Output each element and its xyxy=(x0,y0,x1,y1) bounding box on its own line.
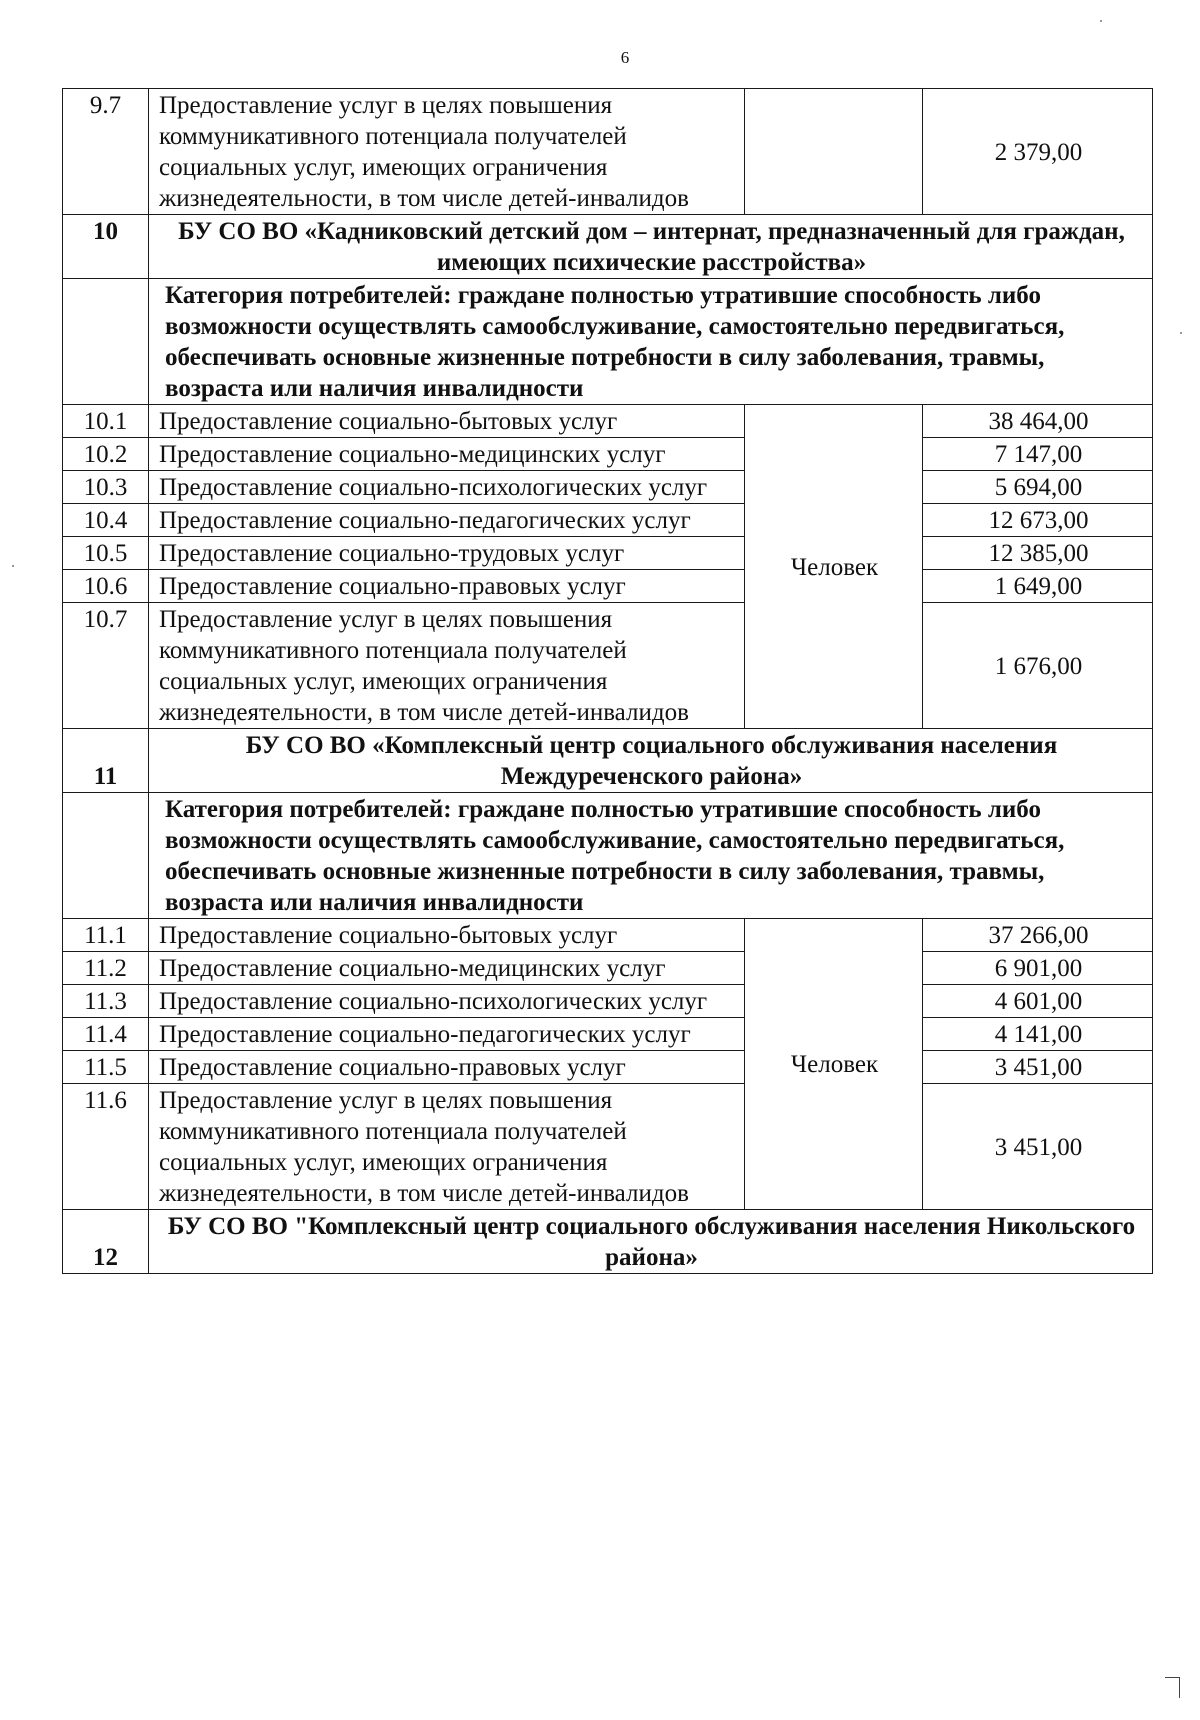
service-name: Предоставление социально-бытовых услуг xyxy=(149,919,745,952)
category-row xyxy=(63,279,1153,405)
table-row xyxy=(63,537,1153,570)
service-name: Предоставление услуг в целях повышения коммуникативного потенциала получателей социальных услуг, имеющих ограничения жизнедеятельности, в том числе детей-инвалидов xyxy=(149,603,745,729)
organization-name: БУ СО ВО "Комплексный центр социального обслуживания населения Никольского района» xyxy=(149,1210,1153,1274)
service-value: 1 649,00 xyxy=(923,570,1153,603)
service-name: Предоставление социально-бытовых услуг xyxy=(149,405,745,438)
row-number: 10.5 xyxy=(63,537,149,570)
unit-cell xyxy=(745,89,923,215)
service-value: 3 451,00 xyxy=(923,1051,1153,1084)
service-value: 1 676,00 xyxy=(923,603,1153,729)
service-name: Предоставление услуг в целях повышения коммуникативного потенциала получателей социальных услуг, имеющих ограничения жизнедеятельности, в том числе детей-инвалидов xyxy=(149,89,745,215)
row-number: 11.1 xyxy=(63,919,149,952)
service-value: 5 694,00 xyxy=(923,471,1153,504)
service-value: 4 141,00 xyxy=(923,1018,1153,1051)
service-value: 6 901,00 xyxy=(923,952,1153,985)
service-name: Предоставление социально-психологических услуг xyxy=(149,471,745,504)
service-value: 3 451,00 xyxy=(923,1084,1153,1210)
row-number: 11.6 xyxy=(63,1084,149,1210)
page-number: 6 xyxy=(620,48,630,67)
service-name: Предоставление социально-правовых услуг xyxy=(149,570,745,603)
organization-name: БУ СО ВО «Кадниковский детский дом – интернат, предназначенный для граждан, имеющих психические расстройства» xyxy=(149,215,1153,279)
organization-row xyxy=(63,1210,1153,1274)
scan-speck xyxy=(1100,20,1102,22)
table-row xyxy=(63,919,1153,952)
service-value: 37 266,00 xyxy=(923,919,1153,952)
service-name: Предоставление социально-медицинских услуг xyxy=(149,952,745,985)
consumer-category: Категория потребителей: граждане полностью утратившие способность либо возможности осуществлять самообслуживание, самостоятельно передвигаться, обеспечивать основные жизненные потребности в силу заболевания, травмы, возраста или наличия инвалидности xyxy=(149,793,1153,919)
service-name: Предоставление услуг в целях повышения коммуникативного потенциала получателей социальных услуг, имеющих ограничения жизнедеятельности, в том числе детей-инвалидов xyxy=(149,1084,745,1210)
service-name: Предоставление социально-правовых услуг xyxy=(149,1051,745,1084)
section-number: 10 xyxy=(63,215,149,279)
service-value: 4 601,00 xyxy=(923,985,1153,1018)
table-row xyxy=(63,1084,1153,1210)
organization-row xyxy=(63,729,1153,793)
table-row xyxy=(63,471,1153,504)
row-number: 11.4 xyxy=(63,1018,149,1051)
service-value: 38 464,00 xyxy=(923,405,1153,438)
table-row xyxy=(63,405,1153,438)
section-number: 11 xyxy=(63,729,149,793)
service-name: Предоставление социально-трудовых услуг xyxy=(149,537,745,570)
section-number: 12 xyxy=(63,1210,149,1274)
row-number: 11.2 xyxy=(63,952,149,985)
table-row xyxy=(63,438,1153,471)
table-row xyxy=(63,89,1153,215)
services-table xyxy=(62,88,1153,1274)
row-number: 10.1 xyxy=(63,405,149,438)
category-row xyxy=(63,793,1153,919)
row-number: 11.5 xyxy=(63,1051,149,1084)
row-number: 10.6 xyxy=(63,570,149,603)
table-row xyxy=(63,603,1153,729)
table-row xyxy=(63,952,1153,985)
service-value: 7 147,00 xyxy=(923,438,1153,471)
scan-speck xyxy=(1180,332,1182,334)
row-number: 10.3 xyxy=(63,471,149,504)
row-number: 10.2 xyxy=(63,438,149,471)
service-name: Предоставление социально-педагогических услуг xyxy=(149,504,745,537)
row-number: 10.4 xyxy=(63,504,149,537)
consumer-category: Категория потребителей: граждане полностью утратившие способность либо возможности осуществлять самообслуживание, самостоятельно передвигаться, обеспечивать основные жизненные потребности в силу заболевания, травмы, возраста или наличия инвалидности xyxy=(149,279,1153,405)
service-value: 12 385,00 xyxy=(923,537,1153,570)
service-name: Предоставление социально-психологических услуг xyxy=(149,985,745,1018)
table-row xyxy=(63,1018,1153,1051)
unit-of-measure: Человек xyxy=(745,919,923,1210)
row-number: 9.7 xyxy=(63,89,149,215)
unit-of-measure: Человек xyxy=(745,405,923,729)
service-value: 2 379,00 xyxy=(923,89,1153,215)
row-number: 10.7 xyxy=(63,603,149,729)
table-row xyxy=(63,1051,1153,1084)
organization-name: БУ СО ВО «Комплексный центр социального обслуживания населения Междуреченского района» xyxy=(149,729,1153,793)
service-name: Предоставление социально-медицинских услуг xyxy=(149,438,745,471)
table-row xyxy=(63,504,1153,537)
service-value: 12 673,00 xyxy=(923,504,1153,537)
organization-row xyxy=(63,215,1153,279)
table-row xyxy=(63,570,1153,603)
scan-speck xyxy=(12,565,14,567)
row-number: 11.3 xyxy=(63,985,149,1018)
table-row xyxy=(63,985,1153,1018)
service-name: Предоставление социально-педагогических услуг xyxy=(149,1018,745,1051)
scan-corner-mark xyxy=(1165,1677,1180,1698)
